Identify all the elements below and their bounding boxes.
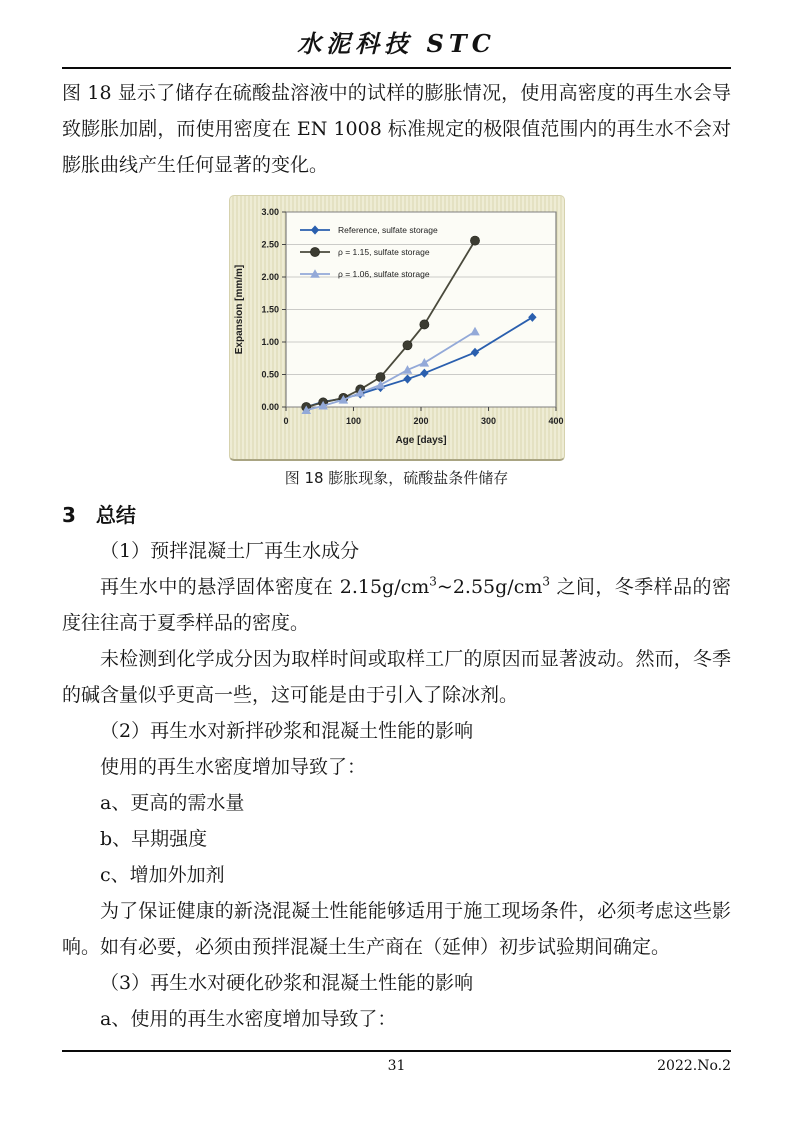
data-point bbox=[419, 320, 428, 329]
y-tick-label: 0.00 bbox=[260, 402, 279, 412]
summary-paragraph-5: 使用的再生水密度增加导致了： bbox=[100, 756, 367, 778]
section-title: 总结 bbox=[95, 503, 136, 527]
x-tick-label: 300 bbox=[480, 416, 496, 426]
density-sup2: 3 bbox=[542, 574, 550, 589]
section-heading bbox=[62, 497, 731, 533]
section-number: 3 bbox=[62, 503, 76, 527]
x-axis-title: Age [days] bbox=[394, 435, 447, 446]
legend-label: Reference, sulfate storage bbox=[337, 225, 438, 235]
journal-title: 水泥科技 STC bbox=[297, 29, 496, 58]
page-header bbox=[62, 28, 731, 69]
page-footer bbox=[62, 1050, 731, 1074]
legend-marker bbox=[310, 247, 319, 256]
page-number: 31 bbox=[387, 1058, 406, 1074]
density-seg2: ~2.55g/cm bbox=[436, 576, 543, 598]
list-item-a2: a、使用的再生水密度增加导致了： bbox=[100, 1008, 397, 1030]
y-tick-label: 2.00 bbox=[260, 272, 279, 282]
y-tick-label: 1.50 bbox=[260, 304, 279, 315]
summary-paragraph-1: （1）预拌混凝土厂再生水成分 bbox=[100, 540, 360, 562]
list-item-a1: a、更高的需水量 bbox=[100, 792, 245, 814]
expansion-chart-svg bbox=[230, 196, 566, 462]
x-tick-label: 400 bbox=[547, 416, 564, 426]
data-point bbox=[470, 236, 479, 245]
legend-label: ρ = 1.15, sulfate storage bbox=[337, 247, 430, 257]
legend-label: ρ = 1.06, sulfate storage bbox=[337, 269, 430, 279]
data-point bbox=[402, 341, 411, 350]
list-item-b: b、早期强度 bbox=[100, 828, 208, 850]
x-tick-label: 200 bbox=[412, 416, 429, 426]
density-seg3: 之间，冬季样品的密度往往高于夏季样品的密度。 bbox=[62, 576, 731, 634]
summary-paragraph-3: 未检测到化学成分因为取样时间或取样工厂的原因而显著波动。然而，冬季的碱含量似乎更高一些，这可能是由于引入了除冰剂。 bbox=[62, 648, 731, 706]
y-tick-label: 0.50 bbox=[260, 369, 279, 380]
density-seg1: 再生水中的悬浮固体密度在 2.15g/cm bbox=[100, 576, 430, 598]
list-item-c: c、增加外加剂 bbox=[100, 864, 225, 886]
summary-paragraph-10: （3）再生水对硬化砂浆和混凝土性能的影响 bbox=[100, 972, 474, 994]
expansion-chart bbox=[229, 195, 565, 461]
x-tick-label: 100 bbox=[345, 416, 361, 426]
summary-paragraph-4: （2）再生水对新拌砂浆和混凝土性能的影响 bbox=[100, 720, 474, 742]
y-tick-label: 3.00 bbox=[260, 207, 279, 217]
density-sup1: 3 bbox=[429, 574, 437, 589]
density-paragraph bbox=[62, 569, 731, 641]
y-axis-title: Expansion [mm/m] bbox=[233, 264, 245, 355]
issue-number: 2022.No.2 bbox=[657, 1058, 731, 1074]
intro-paragraph: 图 18 显示了储存在硫酸盐溶液中的试样的膨胀情况，使用高密度的再生水会导致膨胀加剧，而使用密度在 EN 1008 标准规定的极限值范围内的再生水不会对膨胀曲线产生任何显著的变化。 bbox=[62, 82, 731, 176]
figure-caption: 图 18 膨胀现象，硫酸盐条件储存 bbox=[284, 469, 509, 487]
figure-18 bbox=[62, 195, 731, 489]
y-tick-label: 1.00 bbox=[260, 337, 279, 347]
y-tick-label: 2.50 bbox=[260, 239, 279, 250]
x-tick-label: 0 bbox=[282, 416, 289, 426]
header-rule bbox=[62, 67, 731, 69]
summary-paragraph-9: 为了保证健康的新浇混凝土性能能够适用于施工现场条件，必须考虑这些影响。如有必要，必须由预拌混凝土生产商在（延伸）初步试验期间确定。 bbox=[62, 900, 731, 958]
